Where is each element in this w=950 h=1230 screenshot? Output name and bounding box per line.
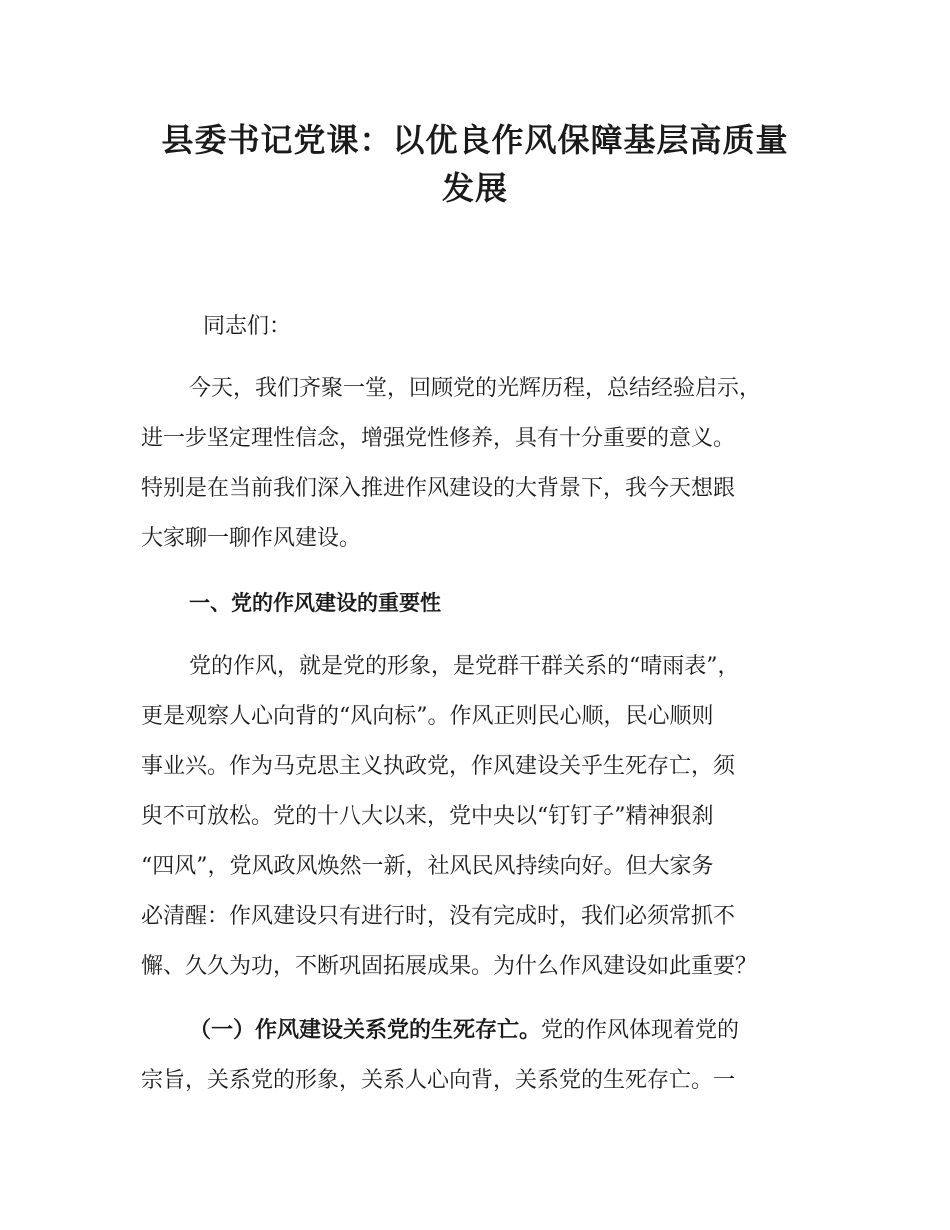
section1-line-3: 事业兴。作为马克思主义执政党，作风建设关乎生死存亡，须 (141, 754, 736, 779)
intro-line-1: 今天，我们齐聚一堂，回顾党的光辉历程，总结经验启示， (189, 376, 762, 401)
subsection1-heading: （一）作风建设关系党的生死存亡。 (189, 1018, 542, 1043)
section-heading-1: 一、党的作风建设的重要性 (189, 591, 441, 615)
intro-line-2: 进一步坚定理性信念，增强党性修养，具有十分重要的意义。 (141, 426, 736, 451)
document-title-line-1: 县委书记党课：以优良作风保障基层高质量 (161, 121, 789, 159)
section1-line-2: 更是观察人心向背的“风向标”。作风正则民心顺，民心顺则 (141, 704, 714, 729)
intro-line-4: 大家聊一聊作风建设。 (141, 526, 362, 551)
document-title-line-2: 发展 (441, 169, 508, 207)
section1-line-4: 臾不可放松。党的十八大以来，党中央以“钉钉子”精神狠刹 (141, 804, 714, 829)
intro-line-3: 特别是在当前我们深入推进作风建设的大背景下，我今天想跟 (141, 476, 736, 501)
section1-line-1: 党的作风，就是党的形象，是党群干群关系的“晴雨表”， (189, 654, 740, 679)
section1-line-5: “四风”，党风政风焕然一新，社风民风持续向好。但大家务 (141, 854, 714, 879)
salutation: 同志们： (203, 314, 292, 339)
subsection1-line-1 (189, 1006, 739, 1056)
subsection1-line-2: 宗旨，关系党的形象，关系人心向背，关系党的生死存亡。一 (141, 1068, 736, 1093)
section1-line-7: 懈、久久为功，不断巩固拓展成果。为什么作风建设如此重要？ (141, 954, 758, 979)
section1-line-6: 必清醒：作风建设只有进行时，没有完成时，我们必须常抓不 (141, 904, 736, 929)
subsection1-line-1-rest: 党的作风体现着党的 (541, 1018, 740, 1043)
